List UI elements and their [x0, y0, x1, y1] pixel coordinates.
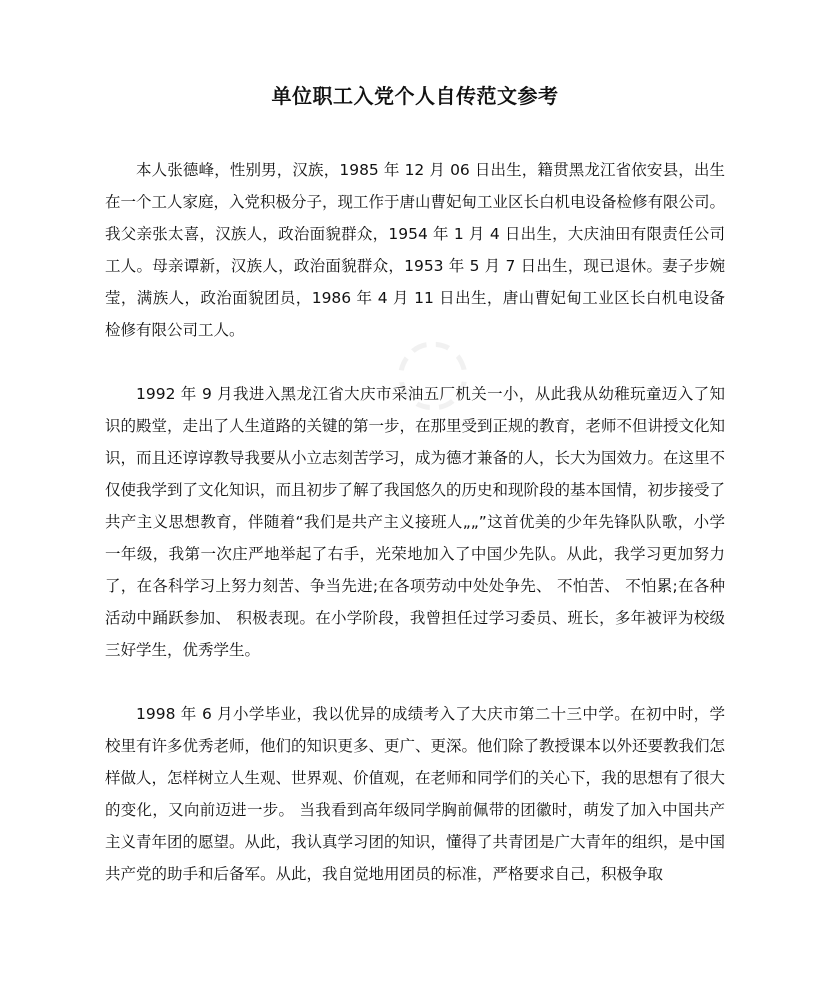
- watermark-seal-icon: ◌: [372, 305, 488, 434]
- paragraph-personal-info: 本人张德峰，性别男，汉族，1985 年 12 月 06 日出生，籍贯黑龙江省依安县，出生在一个工人家庭，入党积极分子，现工作于唐山曹妃甸工业区长白机电设备检修有限公司。我父亲张太喜，汉族人，政治面貌群众，1954 年 1 月 4 日出生，大庆油田有限责任公司工人。母亲谭新，汉族人，政治面貌群众，1953 年 5 月 7 日出生，现已退休。妻子步婉莹，满族人，政治面貌团员，1986 年 4 月 11 日出生，唐山曹妃甸工业区长白机电设备检修有限公司工人。: [105, 161, 726, 339]
- page-title: 单位职工入党个人自传范文参考: [271, 84, 559, 108]
- paragraph-middle-school: 1998 年 6 月小学毕业，我以优异的成绩考入了大庆市第二十三中学。在初中时，学校里有许多优秀老师，他们的知识更多、更广、更深。他们除了教授课本以外还要教我们怎样做人，怎样树立人生观、世界观、价值观，在老师和同学们的关心下，我的思想有了很大的变化，又向前迈进一步。 当我看到高年级同学胸前佩带的团徽时，萌发了加入中国共产主义青年团的愿望。从此，我认真学习团的知识，懂得了共青团是广大青年的组织，是中国共产党的助手和后备军。从此，我自觉地用团员的标准，严格要求自己，积极争取: [105, 705, 726, 883]
- document-body: [105, 154, 725, 922]
- paragraph-primary-school: 1992 年 9 月我进入黑龙江省大庆市采油五厂机关一小，从此我从幼稚玩童迈入了知识的殿堂，走出了人生道路的关键的第一步，在那里受到正规的教育，老师不但讲授文化知识，而且还谆谆教导我要从小立志刻苦学习，成为德才兼备的人，长大为国效力。在这里不仅使我学到了文化知识，而且初步了解了我国悠久的历史和现阶段的基本国情，初步接受了共产主义思想教育，伴随着“我们是共产主义接班人„„”这首优美的少年先锋队队歌，小学一年级，我第一次庄严地举起了右手，光荣地加入了中国少先队。从此，我学习更加努力了，在各科学习上努力刻苦、争当先进;在各项劳动中处处争先、 不怕苦、 不怕累;在各种活动中踊跃参加、 积极表现。在小学阶段，我曾担任过学习委员、班长，多年被评为校级三好学生，优秀学生。: [105, 385, 726, 659]
